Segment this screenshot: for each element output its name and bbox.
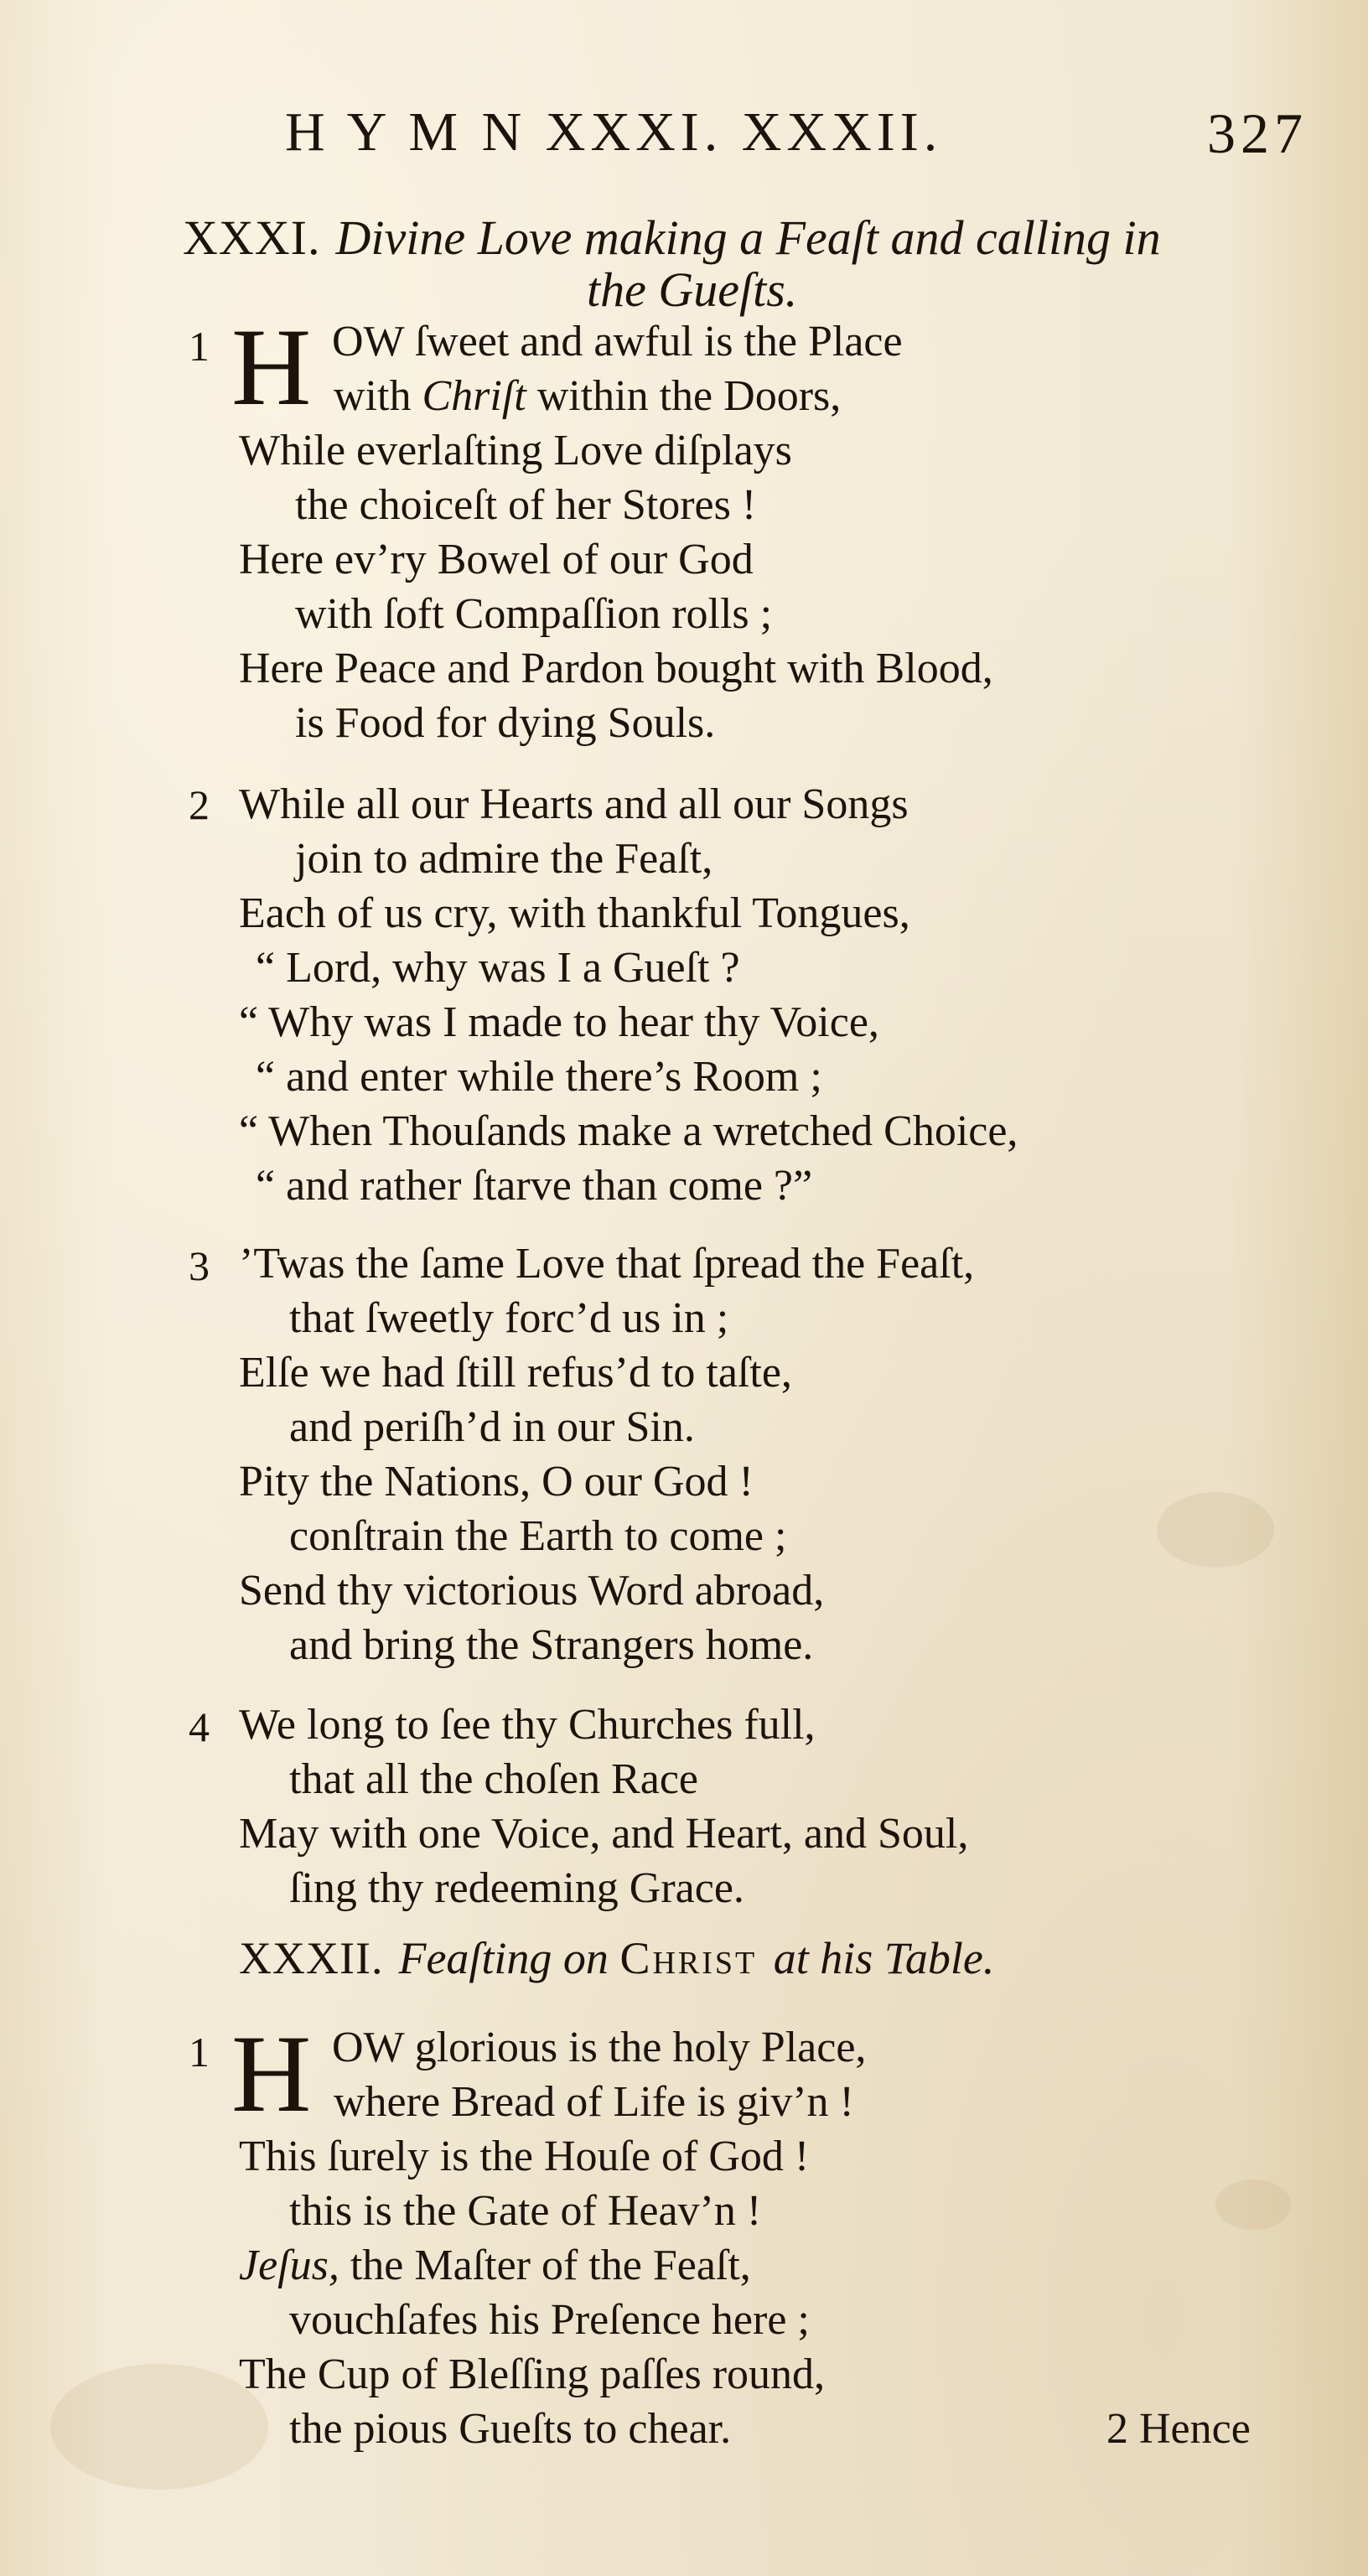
verse-line: The Cup of Bleſſing paſſes round, <box>239 2351 826 2398</box>
hymn-31-title-line1: Divine Love making a Feaſt and calling in <box>335 210 1161 265</box>
verse-line: We long to ſee thy Churches full, <box>239 1701 816 1749</box>
verse-line: Send thy victorious Word abroad, <box>239 1567 825 1615</box>
verse-number: 3 <box>189 1242 210 1289</box>
verse-number: 1 <box>189 323 210 370</box>
verse-word-italic: Chriſt <box>422 372 526 420</box>
hymn-31-heading <box>183 210 1161 266</box>
verse-line: where Bread of Life is giv’n ! <box>334 2078 854 2126</box>
paper-stain <box>50 2364 268 2490</box>
drop-cap: H <box>231 2012 312 2135</box>
hymn-32-heading <box>239 1932 994 1984</box>
verse-line: While everlaſting Love diſplays <box>239 427 792 474</box>
verse-line: “ and enter while there’s Room ; <box>256 1053 822 1101</box>
verse-line: Here Peace and Pardon bought with Blood, <box>239 645 993 692</box>
page-number: 327 <box>1207 101 1308 165</box>
verse-number: 4 <box>189 1703 210 1750</box>
verse-line: Each of us cry, with thankful Tongues, <box>239 889 910 937</box>
verse-line: and bring the Strangers home. <box>289 1621 814 1669</box>
verse-number: 1 <box>189 2029 210 2076</box>
hymn-32-number: XXXII. <box>239 1933 384 1983</box>
verse-line: OW ſweet and awful is the Place <box>332 318 903 365</box>
verse-line: that all the choſen Race <box>289 1755 699 1803</box>
verse-word: within the Doors, <box>536 372 842 420</box>
running-head-title: H Y M N XXXI. XXXII. <box>285 101 943 163</box>
verse-number: 2 <box>189 781 210 828</box>
verse-line: conſtrain the Earth to come ; <box>289 1512 787 1560</box>
catchword: 2 Hence <box>1106 2405 1251 2453</box>
verse-line <box>334 371 841 422</box>
verse-line: May with one Voice, and Heart, and Soul, <box>239 1810 969 1858</box>
hymn-31-title-line2: the Gueſts. <box>587 262 798 317</box>
verse-line: with ſoft Compaſſion rolls ; <box>295 590 773 638</box>
verse-line: and periſh’d in our Sin. <box>289 1403 695 1451</box>
verse-line: the pious Gueſts to chear. <box>289 2405 732 2453</box>
paper-stain <box>1215 2179 1291 2230</box>
verse-line: “ Why was I made to hear thy Voice, <box>239 998 879 1046</box>
verse-line: Pity the Nations, O our God ! <box>239 1458 754 1506</box>
verse-line: “ When Thouſands make a wretched Choice, <box>239 1107 1018 1155</box>
verse-line: is Food for dying Souls. <box>295 699 716 747</box>
hymn-31-number: XXXI. <box>183 210 321 265</box>
verse-line: the choiceſt of her Stores ! <box>295 481 757 529</box>
drop-cap: H <box>231 305 312 428</box>
verse-line: vouchſafes his Preſence here ; <box>289 2296 810 2344</box>
verse-line <box>239 2241 751 2291</box>
hymn-32-title-christ: Christ <box>619 1933 758 1983</box>
verse-line: “ and rather ſtarve than come ?” <box>256 1162 813 1210</box>
verse-line: This ſurely is the Houſe of God ! <box>239 2133 810 2180</box>
verse-line: ’Twas the ſame Love that ſpread the Feaſt, <box>239 1240 975 1288</box>
running-head <box>285 101 1308 176</box>
verse-line: Here ev’ry Bowel of our God <box>239 536 754 583</box>
hymn-32-title-part3: at his Table. <box>773 1933 995 1983</box>
verse-line: join to admire the Feaſt, <box>295 835 713 883</box>
hymn-32-title-part1: Feaſting on <box>398 1933 609 1983</box>
verse-line: that ſweetly forc’d us in ; <box>289 1294 729 1342</box>
verse-line: ſing thy redeeming Grace. <box>289 1864 744 1912</box>
paper-stain <box>1157 1492 1274 1568</box>
verse-line: Elſe we had ſtill refus’d to taſte, <box>239 1349 792 1397</box>
verse-line: this is the Gate of Heav’n ! <box>289 2187 762 2235</box>
verse-line: OW glorious is the holy Place, <box>332 2024 867 2071</box>
hymn-31-title-line2-wrap <box>587 262 797 318</box>
verse-line: While all our Hearts and all our Songs <box>239 780 909 828</box>
verse-word: the Maſter of the Feaſt, <box>350 2242 751 2289</box>
verse-line: “ Lord, why was I a Gueſt ? <box>256 944 740 992</box>
verse-word: with <box>334 372 412 420</box>
verse-word-italic: Jeſus, <box>239 2242 339 2289</box>
